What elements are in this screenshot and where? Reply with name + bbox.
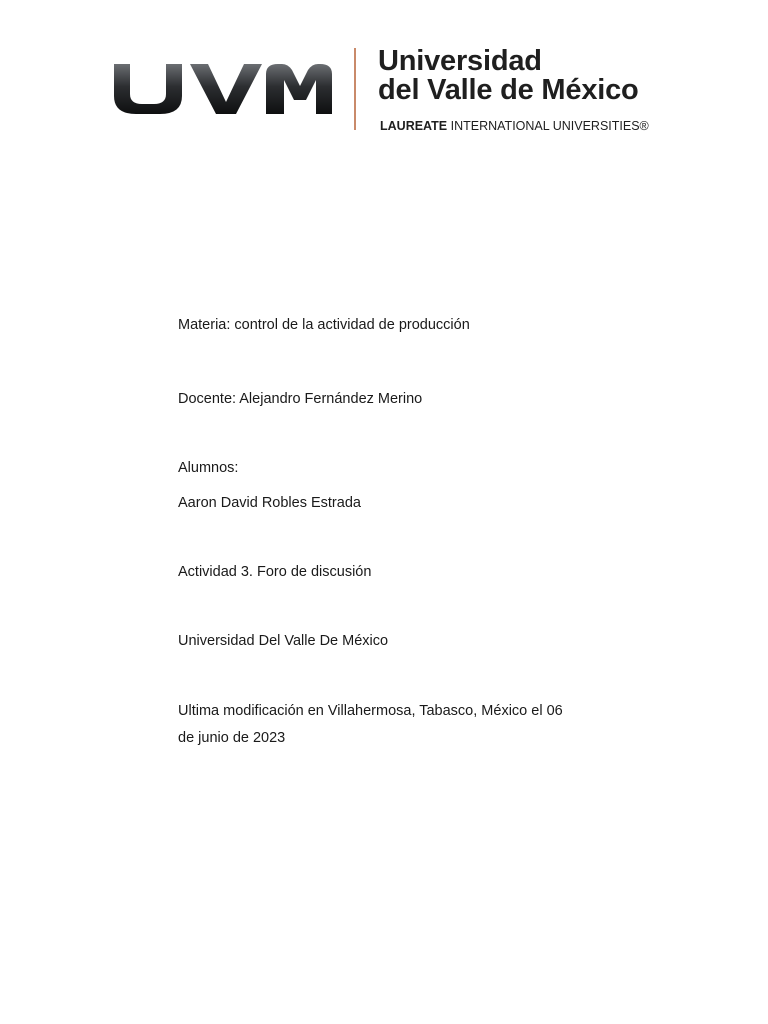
teacher-line: Docente: Alejandro Fernández Merino [178,391,423,407]
modified-line-2: de junio de 2023 [178,730,286,746]
activity-line: Actividad 3. Foro de discusión [178,564,372,580]
logo-tagline-rest: INTERNATIONAL UNIVERSITIES® [450,119,649,133]
logo-tagline [380,119,649,133]
uvm-logo-mark [110,56,334,120]
subject-line: Materia: control de la actividad de producción [178,317,470,333]
university-line: Universidad Del Valle De México [178,633,389,649]
student-name: Aaron David Robles Estrada [178,495,361,511]
logo-divider [354,48,356,130]
logo-tagline-strong: LAUREATE [380,119,448,133]
uvm-logo [110,44,670,140]
students-label: Alumnos: [178,460,239,476]
logo-university-name-line2: del Valle de México [378,74,639,106]
logo-university-name-line1: Universidad [378,45,542,77]
modified-line-1: Ultima modificación en Villahermosa, Tabasco, México el 06 [178,703,563,719]
